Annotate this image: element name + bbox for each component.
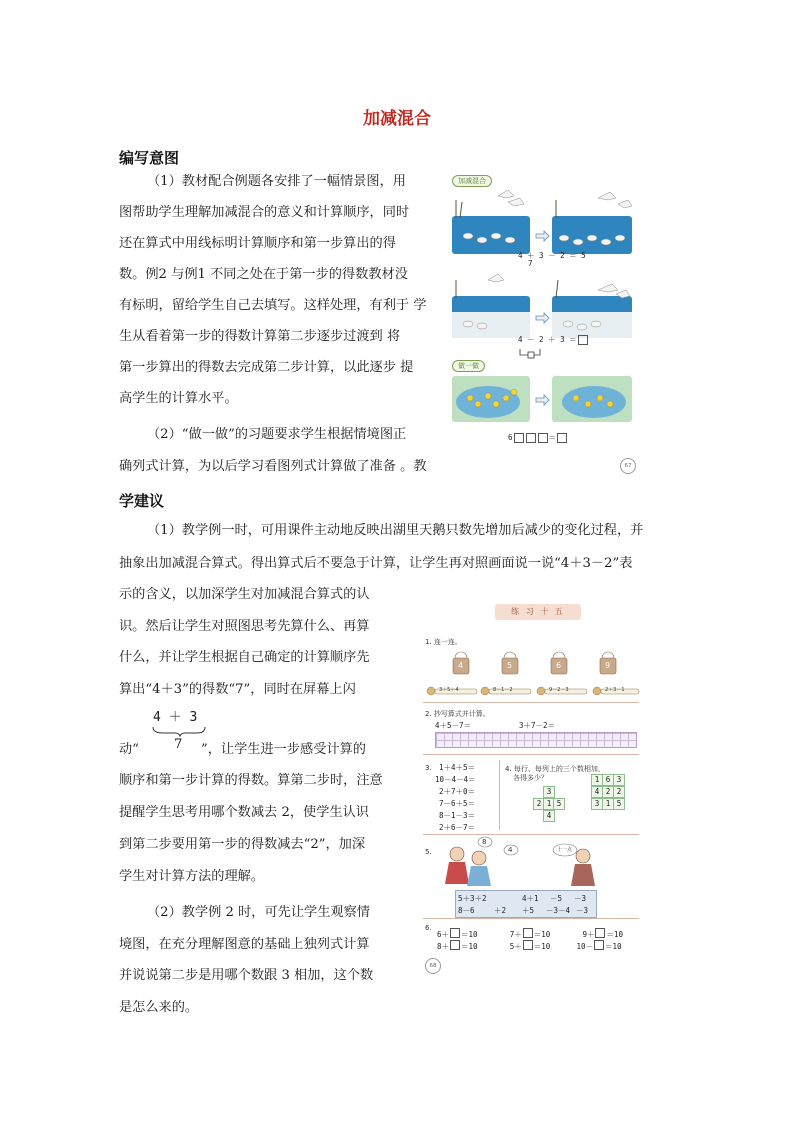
equation-example2: 4 － 2 ＋ 3 ＝ <box>518 334 589 345</box>
q3-equation: 2＋7＋0＝ <box>439 787 476 796</box>
text-line: 还在算式中用线标明计算顺序和第一步算出的得 <box>119 236 396 251</box>
text-line: （2）“做一做”的习题要求学生根据情境图正 <box>147 427 407 442</box>
text-line: （1）教学例一时，可用课件主动地反映出湖里天鹅只数先增加后减少的变化过程，并 <box>147 523 644 538</box>
q6-prefix: 9＋ <box>582 930 595 939</box>
grid-cell: 5 <box>553 798 565 810</box>
text-line: （1）教材配合例题各安排了一幅情景图，用 <box>147 174 406 189</box>
inline-expression <box>149 710 209 752</box>
exercise-header: 练 习 十 五 <box>495 604 581 620</box>
text-line: 算出“4＋3”的得数“7”，同时在屏幕上闪 <box>119 682 356 697</box>
text-line: 顺序和第一步计算的得数。算第二步时，注意 <box>119 773 383 788</box>
page-number-badge: 67 <box>620 458 636 474</box>
grid-cell: 3 <box>613 774 625 786</box>
speech-bubble: 8 <box>482 838 487 846</box>
question-3: 3. <box>425 764 432 772</box>
text-line: （2）教学例 2 时，可先让学生观察情 <box>147 905 370 920</box>
text-line: 有标明，留给学生自己去填写。这样处理，有利于 学 <box>119 298 427 313</box>
grid-cell: 3 <box>543 786 555 798</box>
text-line: 到第二步要用第一步的得数减去“2”，加深 <box>119 837 366 852</box>
text-line: 提醒学生思考用哪个数减去 2，使学生认识 <box>119 805 369 820</box>
speech-bubble: 十一点 <box>557 847 573 853</box>
writing-grid <box>435 732 637 748</box>
q6-suffix: ＝10 <box>533 942 551 951</box>
q3-equation: 1＋4＋5＝ <box>439 763 476 772</box>
question-5: 5. <box>425 848 432 856</box>
key-expression: 3＋5＋4 <box>439 687 459 693</box>
q3-equation: 10－4－4＝ <box>435 775 476 784</box>
text-line: 境图，在充分理解图意的基础上独列式计算 <box>119 937 370 952</box>
hop-cell: 8－6 <box>458 906 475 915</box>
grid-cell: 2 <box>613 786 625 798</box>
q2-equation: 3＋7－2＝ <box>519 721 556 730</box>
hop-cell: －3－4 <box>546 906 571 915</box>
brace-icon <box>149 725 209 737</box>
q6-prefix: 5＋ <box>509 942 522 951</box>
locks-row <box>415 646 645 680</box>
expression-top: 4 ＋ 3 <box>153 710 198 725</box>
equation-example1-step: 7 <box>528 259 533 268</box>
equation-example1: 4 ＋ 3 － 2 ＝ 5 <box>518 251 586 260</box>
lock-value: 4 <box>458 661 464 670</box>
duck-pond-scene <box>448 372 638 424</box>
q3-equation: 2＋6－7＝ <box>439 823 476 832</box>
text-line: 示的含义，以加深学生对加减混合算式的认 <box>119 587 370 602</box>
divider <box>423 702 639 703</box>
grid-cell: 3 <box>591 798 603 810</box>
text-line: 并说说第二步是用哪个数跟 3 相加，这个数 <box>119 968 374 983</box>
text-line: 抽象出加减混合算式。得出算式后不要急于计算，让学生再对照画面说一说“4＋3－2”表 <box>119 556 633 571</box>
key-expression: 8－1－2 <box>493 687 513 693</box>
divider <box>423 918 639 919</box>
equation-practice: 6 ＝ <box>508 432 568 443</box>
text-line: 学生对计算方法的理解。 <box>119 869 265 884</box>
text-line: 数。例2 与例1 不同之处在于第一步的得数教材没 <box>119 267 408 282</box>
text-line: 第一步算出的得数去完成第二步计算，以此逐步 提 <box>119 360 414 375</box>
hopscotch-grid <box>455 890 597 918</box>
q3-equation: 8－1－3＝ <box>439 811 476 820</box>
hop-cell: 5＋3＋2 <box>458 894 487 903</box>
lock-value: 9 <box>605 661 611 670</box>
grid-cell: 1 <box>543 798 555 810</box>
divider <box>423 834 639 835</box>
grid-cell: 5 <box>613 798 625 810</box>
key-expression: 2＋3－1 <box>605 687 625 693</box>
text-line: 确列式计算，为以后学习看图列式计算做了准备 。教 <box>119 459 427 474</box>
textbook-figure-page68 <box>415 602 645 974</box>
page-title: 加减混合 <box>363 109 431 129</box>
grid-cell: 6 <box>602 774 614 786</box>
q6-suffix: ＝10 <box>605 942 622 951</box>
hop-cell: ＋2 <box>494 906 507 915</box>
q6-suffix: ＝10 <box>533 930 551 939</box>
textbook-figure-page67 <box>448 172 638 474</box>
grid-cell: 1 <box>591 774 603 786</box>
q3-equation: 7－6＋5＝ <box>439 799 476 808</box>
q6-prefix: 8＋ <box>437 942 450 951</box>
text-line: ”，让学生进一步感受计算的 <box>201 742 366 757</box>
question-4: 4. 每行、每列上的三个数相加， <box>505 765 605 773</box>
question-1: 1. 连一连。 <box>425 638 462 646</box>
divider <box>423 754 639 755</box>
q6-row <box>437 934 622 953</box>
text-line: 动“ <box>119 742 139 757</box>
grid-cell: 4 <box>591 786 603 798</box>
hop-cell: －3 <box>574 894 587 903</box>
q2-equation: 4＋5－7＝ <box>435 721 472 730</box>
question-2: 2. 抄写算式并计算。 <box>425 710 490 718</box>
goose-lake-scene-2 <box>448 272 638 342</box>
step-bracket <box>518 344 540 352</box>
text-line: 识。然后让学生对照图思考先算什么、再算 <box>119 619 370 634</box>
text-line: 是怎么来的。 <box>119 1000 199 1015</box>
lock-value: 5 <box>507 661 513 670</box>
text-line: 什么，并让学生根据自己确定的计算顺序先 <box>119 650 370 665</box>
text-line: 图帮助学生理解加减混合的意义和计算顺序，同时 <box>119 205 410 220</box>
lock-value: 6 <box>556 661 562 670</box>
grid-cell: 2 <box>533 798 545 810</box>
speech-bubble: 4 <box>508 846 513 854</box>
hop-cell: ＋5 <box>522 906 535 915</box>
question-4-sub: 各得多少？ <box>513 774 548 782</box>
q6-suffix: ＝10 <box>461 942 478 951</box>
section-heading-intent: 编写意图 <box>119 149 180 167</box>
hop-cell: 4＋1 <box>522 894 539 903</box>
q6-suffix: ＝10 <box>461 930 478 939</box>
page-number-badge: 68 <box>425 958 441 974</box>
q6-prefix: 7＋ <box>509 930 522 939</box>
hop-cell: －5 <box>550 894 563 903</box>
divider <box>499 760 500 830</box>
practice-label: 做一做 <box>452 360 485 372</box>
question-6: 6. <box>425 924 432 932</box>
text-line: 生从看着第一步的得数计算第二步逐步过渡到 将 <box>119 329 401 344</box>
grid-cell: 2 <box>602 786 614 798</box>
expression-bottom: 7 <box>174 737 183 752</box>
key-expression: 9－2－3 <box>549 687 569 693</box>
q6-suffix: ＝10 <box>606 930 624 939</box>
swan-lake-scene-1 <box>448 188 638 258</box>
hop-cell: －3 <box>576 906 589 915</box>
figure-header-label: 加减混合 <box>452 175 492 187</box>
grid-cell: 4 <box>543 810 555 822</box>
q6-prefix: 6＋ <box>437 930 450 939</box>
grid-cell: 1 <box>602 798 614 810</box>
q6-prefix: 10－ <box>576 942 593 951</box>
text-line: 高学生的计算水平。 <box>119 391 238 406</box>
section-heading-advice: 学建议 <box>119 492 165 510</box>
